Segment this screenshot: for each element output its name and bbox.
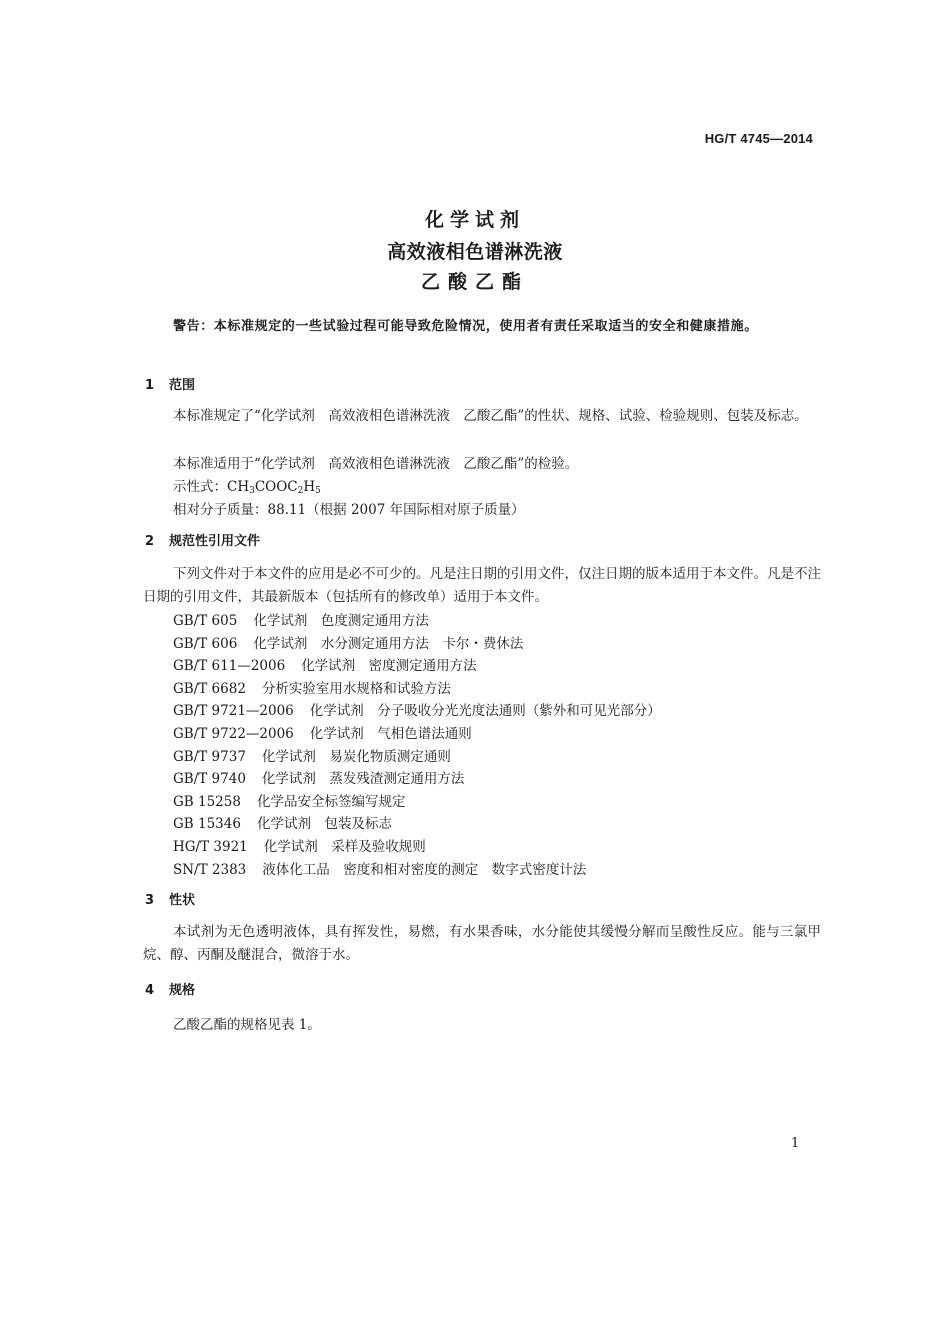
properties-paragraph: 本试剂为无色透明液体，具有挥发性，易燃，有水果香味，水分能使其缓慢分解而呈酸性反应。能与三氯甲烷、醇、丙酮及醚混合，微溶于水。 bbox=[143, 924, 821, 963]
reference-code: GB/T 9721—2006 bbox=[173, 703, 294, 720]
reference-title: 化学试剂 易炭化物质测定通则 bbox=[261, 748, 451, 765]
reference-item bbox=[173, 767, 464, 787]
reference-title: 液体化工品 密度和相对密度的测定 数字式密度计法 bbox=[262, 861, 587, 878]
section-number: 1 bbox=[145, 378, 155, 393]
reference-item bbox=[173, 609, 429, 629]
reference-item bbox=[173, 722, 472, 742]
specification-paragraph: 乙酸乙酯的规格见表 1。 bbox=[173, 1017, 321, 1033]
reference-title: 化学试剂 色度测定通用方法 bbox=[253, 613, 429, 629]
reference-title: 化学试剂 密度测定通用方法 bbox=[301, 658, 477, 675]
title-line-2: 高效液相色谱淋洗液 bbox=[387, 241, 563, 263]
page-number: 1 bbox=[791, 1136, 800, 1151]
reference-code: GB/T 9740 bbox=[173, 771, 246, 788]
reference-title: 化学试剂 水分测定通用方法 卡尔・费休法 bbox=[253, 635, 524, 652]
reference-title: 化学试剂 蒸发残渣测定通用方法 bbox=[261, 771, 465, 788]
structural-formula bbox=[173, 475, 321, 496]
standard-code: HG/T 4745—2014 bbox=[704, 131, 813, 146]
formula-subscript: 3 bbox=[249, 486, 255, 496]
reference-item bbox=[173, 699, 661, 719]
reference-code: SN/T 2383 bbox=[173, 861, 247, 878]
reference-item bbox=[173, 858, 586, 878]
reference-item bbox=[173, 677, 451, 697]
section-2-heading bbox=[145, 530, 260, 549]
reference-item bbox=[173, 654, 477, 674]
reference-code: GB 15346 bbox=[173, 816, 241, 833]
reference-code: GB/T 611—2006 bbox=[173, 658, 286, 675]
section-title: 规格 bbox=[169, 983, 196, 998]
section-number: 3 bbox=[145, 893, 155, 908]
reference-item bbox=[173, 835, 426, 855]
reference-title: 化学试剂 气相色谱法通则 bbox=[309, 726, 472, 742]
section-title: 范围 bbox=[169, 378, 196, 393]
reference-code: GB/T 605 bbox=[173, 613, 238, 629]
reference-title: 化学试剂 采样及验收规则 bbox=[263, 839, 426, 855]
title-line-3: 乙酸乙酯 bbox=[420, 271, 529, 293]
reference-code: GB 15258 bbox=[173, 793, 241, 810]
warning-paragraph: 警告：本标准规定的一些试验过程可能导致危险情况，使用者有责任采取适当的安全和健康措施。 bbox=[173, 319, 758, 334]
formula-label: 示性式： bbox=[173, 479, 227, 495]
reference-item bbox=[173, 790, 405, 810]
reference-title: 化学试剂 分子吸收分光光度法通则（紫外和可见光部分） bbox=[309, 703, 661, 720]
reference-title: 化学试剂 包装及标志 bbox=[256, 816, 392, 833]
reference-code: GB/T 606 bbox=[173, 635, 238, 652]
reference-code: HG/T 3921 bbox=[173, 839, 248, 855]
reference-item bbox=[173, 632, 523, 652]
section-title: 性状 bbox=[169, 893, 196, 908]
section-4-heading bbox=[145, 979, 195, 998]
formula-part: CH bbox=[227, 479, 250, 495]
reference-title: 化学品安全标签编写规定 bbox=[256, 793, 406, 810]
molecular-mass: 相对分子质量：88.11（根据 2007 年国际相对原子质量） bbox=[173, 502, 525, 518]
section-3-heading bbox=[145, 889, 195, 908]
normative-references-intro: 下列文件对于本文件的应用是必不可少的。凡是注日期的引用文件，仅注日期的版本适用于本文件。凡是不注日期的引用文件，其最新版本（包括所有的修改单）适用于本文件。 bbox=[143, 566, 821, 605]
reference-item bbox=[173, 812, 392, 832]
formula-part: COOC bbox=[254, 479, 298, 495]
scope-paragraph-1: 本标准规定了“化学试剂 高效液相色谱淋洗液 乙酸乙酯”的性状、规格、试验、检验规则、包装及标志。 bbox=[173, 408, 808, 424]
section-number: 4 bbox=[145, 983, 155, 998]
reference-code: GB/T 9722—2006 bbox=[173, 726, 294, 742]
section-title: 规范性引用文件 bbox=[169, 534, 261, 549]
reference-title: 分析实验室用水规格和试验方法 bbox=[261, 680, 451, 697]
formula-subscript: 2 bbox=[297, 486, 304, 496]
section-1-heading bbox=[145, 374, 195, 393]
formula-subscript: 5 bbox=[315, 486, 321, 496]
formula-part: H bbox=[303, 479, 316, 495]
scope-paragraph-2: 本标准适用于“化学试剂 高效液相色谱淋洗液 乙酸乙酯”的检验。 bbox=[173, 456, 579, 472]
reference-code: GB/T 6682 bbox=[173, 680, 246, 697]
section-number: 2 bbox=[145, 534, 155, 549]
reference-item bbox=[173, 745, 451, 765]
reference-code: GB/T 9737 bbox=[173, 748, 246, 765]
title-line-1: 化学试剂 bbox=[424, 209, 525, 231]
